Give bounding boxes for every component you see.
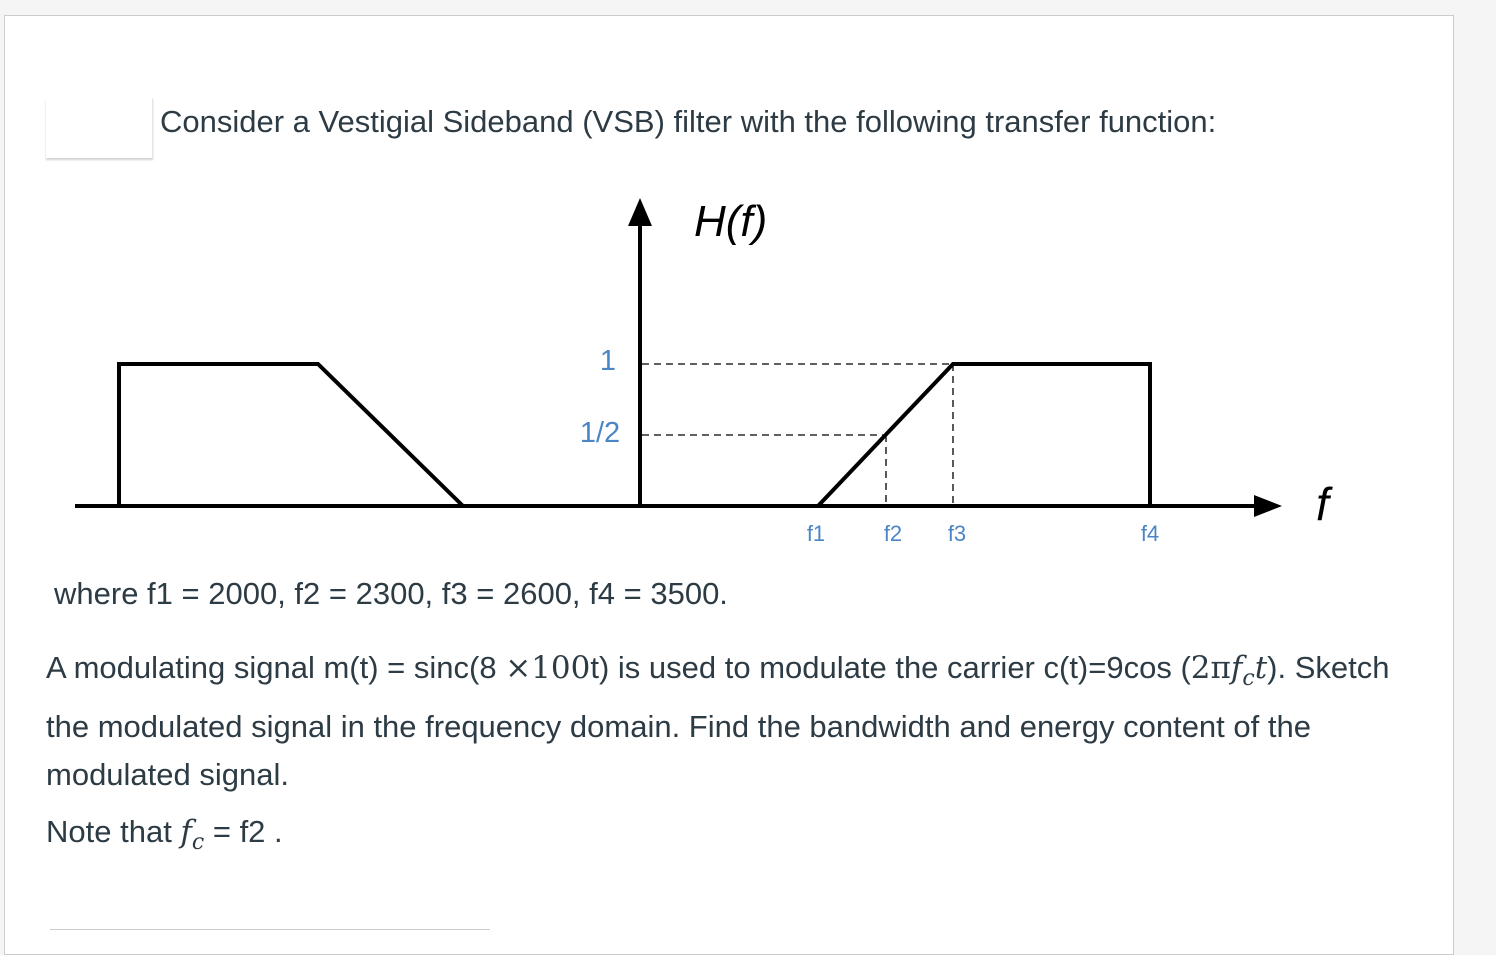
- fc-t: t: [1254, 650, 1268, 686]
- modulation-text-2: t) is used to modulate the carrier c(t)=9cos (: [590, 650, 1191, 685]
- fc-f: f: [1230, 650, 1243, 686]
- x-tick-f2: f2: [883, 521, 903, 546]
- y-axis-arrow: [628, 198, 652, 226]
- x-axis-label: f: [1316, 478, 1329, 530]
- note-prefix: Note that: [46, 814, 181, 849]
- modulation-question: [46, 644, 1436, 799]
- fc-subscript: c: [1242, 666, 1255, 692]
- modulation-text-1: A modulating signal m(t) = sinc(8: [46, 650, 506, 685]
- y-axis-label: H(f): [694, 197, 768, 246]
- frequency-values: where f1 = 2000, f2 = 2300, f3 = 2600, f4 = 3500.: [54, 576, 728, 611]
- y-tick-1: 1: [599, 345, 617, 377]
- note-suffix: = f2 .: [204, 814, 283, 849]
- times-symbol: ×: [505, 650, 532, 686]
- x-tick-f1: f1: [806, 521, 826, 546]
- divider: [50, 929, 490, 930]
- note-f: f: [180, 814, 192, 850]
- x-tick-f3: f3: [947, 521, 967, 546]
- negative-band-shape: [119, 364, 463, 506]
- hundred-value: 100: [531, 650, 591, 686]
- carrier-note: [46, 814, 283, 855]
- x-tick-f4: f4: [1140, 521, 1160, 546]
- x-axis-arrow: [1254, 495, 1282, 517]
- y-tick-half: 1/2: [579, 417, 621, 449]
- note-subscript: c: [191, 830, 205, 856]
- positive-band-shape: [818, 364, 1150, 506]
- question-intro: Consider a Vestigial Sideband (VSB) filter with the following transfer function:: [160, 104, 1217, 139]
- modulation-text-3: ). Sketch the modulated signal in the frequency domain. Find the bandwidth and energy content of the modulated signal.: [46, 650, 1390, 793]
- two-pi: 2π: [1190, 650, 1231, 686]
